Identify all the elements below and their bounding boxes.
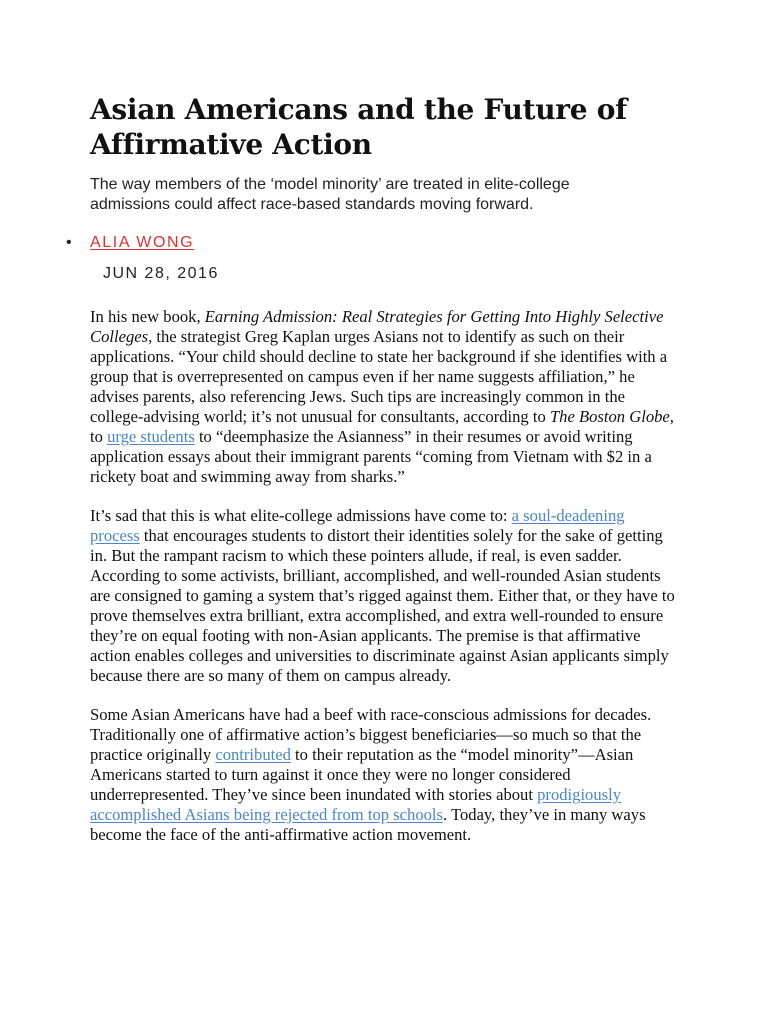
article-body (90, 307, 676, 845)
publish-date: JUN 28, 2016 (103, 265, 219, 282)
soul-deadening-process-link[interactable]: a soul-deadening process (90, 506, 625, 545)
text-segment: Some Asian Americans have had a beef with race-conscious admissions for decades. Traditionally one of affirmative action’s biggest beneficiaries—so much so that the practice originally (90, 705, 652, 764)
book-title: Earning Admission: Real Strategies for Getting Into Highly Selective Colleges, (90, 307, 664, 346)
bullet-icon: • (66, 234, 72, 251)
contributed-link[interactable]: contributed (215, 745, 291, 764)
text-segment: to (90, 427, 108, 446)
rejected-asians-link[interactable]: prodigiously accomplished Asians being rejected from top schools (90, 785, 622, 824)
byline-item (66, 234, 690, 252)
author-link[interactable]: ALIA WONG (90, 234, 195, 251)
text-segment: to their reputation as the “model minority”—Asian Americans started to turn against it once they were no longer considered underrepresented. They’ve since been inundated with stories about (90, 745, 634, 804)
paragraph-3 (90, 705, 676, 845)
text-segment: that encourages students to distort their identities solely for the sake of getting in. But the rampant racism to which these pointers allude, if real, is even sadder. According to some activists, brilliant, accomplished, and well-rounded Asian students are consigned to gaming a system that’s rigged against them. Either that, or they have to prove themselves extra brilliant, extra accomplished, and extra well-rounded to ensure they’re on equal footing with non-Asian applicants. The premise is that affirmative action enables colleges and universities to discriminate against Asian applicants simply because there are so many of them on campus already. (90, 526, 675, 685)
text-segment: . Today, they’ve in many ways become the face of the anti-affirmative action movement. (90, 805, 646, 844)
paragraph-1 (90, 307, 676, 487)
text-segment: In his new book, (90, 307, 205, 326)
paragraph-2 (90, 506, 676, 686)
article-title: Asian Americans and the Future of Affirmative Action (90, 93, 627, 161)
article-subtitle: The way members of the ‘model minority’ are treated in elite-college admissions could affect race-based standards moving forward. (90, 176, 570, 213)
urge-students-link[interactable]: urge students (107, 427, 195, 446)
byline (66, 234, 690, 252)
text-segment: It’s sad that this is what elite-college admissions have come to: (90, 506, 512, 525)
text-segment: the strategist Greg Kaplan urges Asians not to identify as such on their applications. “Your child should decline to state her background if she identifies with a group that is overrepresented on campus even if her name suggests affiliation,” he advises parents, also referencing Jews. Such tips are increasingly common in the college-advising world; it’s not unusual for consultants, according to (90, 327, 668, 426)
text-segment: to “deemphasize the Asianness” in their resumes or avoid writing application essays about their immigrant parents “coming from Vietnam with $2 in a rickety boat and swimming away from sharks.” (90, 427, 652, 486)
newspaper-title: The Boston Globe, (549, 407, 674, 426)
article-page (66, 92, 690, 864)
